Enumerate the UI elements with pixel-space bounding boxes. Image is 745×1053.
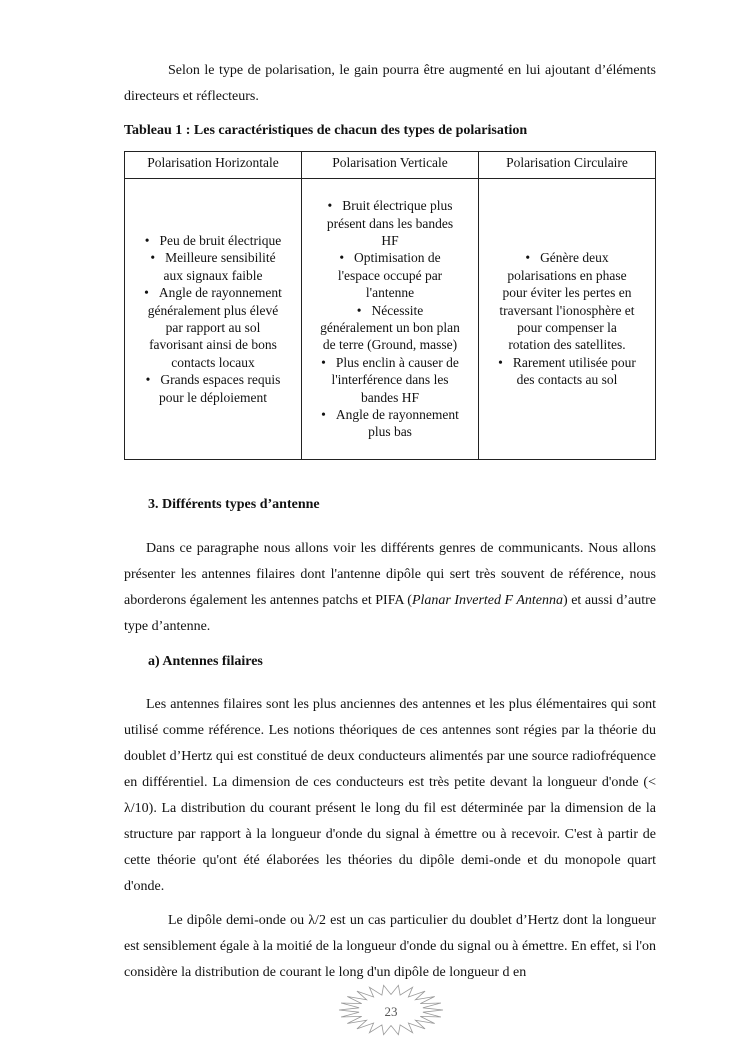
list-item-text: Meilleure sensibilité aux signaux faible [163, 250, 276, 283]
list-item-text: Grands espaces requis pour le déploiement [159, 372, 281, 405]
list-item-text: Nécessite généralement un bon plan de terre (Ground, masse) [320, 302, 460, 353]
table-caption: Tableau 1 : Les caractéristiques de chacun des types de polarisation [124, 123, 528, 138]
list-item [497, 354, 637, 389]
bullet-icon: • [356, 302, 362, 318]
list-item-text: Bruit électrique plus présent dans les bandes HF [326, 198, 454, 248]
list-horizontal [143, 232, 283, 406]
list-item-text: Angle de rayonnement plus bas [335, 407, 459, 440]
list-item-text: Génère deux polarisations en phase pour éviter les pertes en traversant l'ionosphère et pour compenser la rotation des satellites. [499, 250, 635, 353]
bullet-icon: • [525, 250, 531, 266]
section-heading-a: a) Antennes filaires [148, 654, 263, 669]
list-item-text: Plus enclin à causer de l'interférence dans les bandes HF [331, 354, 459, 405]
list-item [143, 232, 283, 249]
bullet-icon: • [498, 354, 503, 370]
bullet-icon: • [321, 354, 326, 370]
bullet-icon: • [321, 407, 326, 423]
filaires-paragraph: Les antennes filaires sont les plus anciennes des antennes et les plus élémentaires qui sont utilisé comme référence. Les notions théoriques de ces antennes sont régies par la théorie du doublet d’Hertz qui est constitué de deux conducteurs alimentés par une source radiofréquence en différentiel. La dimension de ces conducteurs est très petite devant la longueur d'onde (< λ/10). La distribution du courant présent le long du fil est déterminée par la dimension de la structure par rapport à la longueur d'onde du signal à émettre ou à recevoir. C'est à partir de cette théorie qu'ont été élaborées les théories du dipôle demi-onde et du monopole quart d'onde. [124, 697, 656, 894]
list-item [143, 284, 283, 371]
bullet-icon: • [327, 198, 333, 214]
list-item [320, 249, 460, 301]
bullet-icon: • [144, 285, 149, 301]
polarisation-table [124, 151, 656, 460]
page-number: 23 [384, 1004, 398, 1019]
types-paragraph [124, 536, 656, 640]
section-heading-3: 3. Différents types d’antenne [148, 497, 320, 512]
bullet-icon: • [150, 250, 156, 266]
italic-text: Planar Inverted F Antenna [411, 593, 564, 608]
intro-paragraph: Selon le type de polarisation, le gain pourra être augmenté en lui ajoutant d’éléments directeurs et réflecteurs. [124, 63, 656, 104]
list-item [320, 354, 460, 406]
header-vertical: Polarisation Verticale [302, 152, 479, 179]
text: Dans ce paragraphe nous allons voir les différents genres de communicants. Nous allons présenter les antennes filaires dont l'antenne dipôle qui sert très souvent de référence, nous aborderons également les antennes patchs et PIFA ( [124, 541, 656, 608]
header-horizontal: Polarisation Horizontale [125, 152, 302, 179]
list-item-text: Optimisation de l'espace occupé par l'antenne [337, 250, 443, 301]
list-item [320, 406, 460, 441]
list-item-text: Peu de bruit électrique [159, 232, 282, 248]
page-number-badge [338, 984, 444, 1036]
cell-vertical [302, 179, 479, 460]
list-item-text: Angle de rayonnement généralement plus élevé par rapport au sol favorisant ainsi de bons contacts locaux [147, 285, 282, 370]
list-item [320, 197, 460, 249]
list-item [143, 371, 283, 406]
list-item-text: Rarement utilisée pour des contacts au sol [512, 354, 636, 388]
list-item [320, 302, 460, 354]
list-vertical [320, 197, 460, 441]
header-circular: Polarisation Circulaire [479, 152, 656, 179]
dipole-paragraph: Le dipôle demi-onde ou λ/2 est un cas particulier du doublet d’Hertz dont la longueur est sensiblement égale à la moitié de la longueur d'onde du signal ou à émettre. En effet, si l'on considère la distribution de courant le long d'un dipôle de longueur d en [124, 913, 656, 980]
list-item [143, 249, 283, 284]
bullet-icon: • [145, 372, 151, 388]
list-circular [497, 249, 637, 388]
list-item [497, 249, 637, 353]
text: ) et aussi d’autre type d’antenne. [124, 593, 656, 634]
cell-circular [479, 179, 656, 460]
bullet-icon: • [144, 232, 150, 248]
bullet-icon: • [339, 250, 345, 266]
cell-horizontal [125, 179, 302, 460]
